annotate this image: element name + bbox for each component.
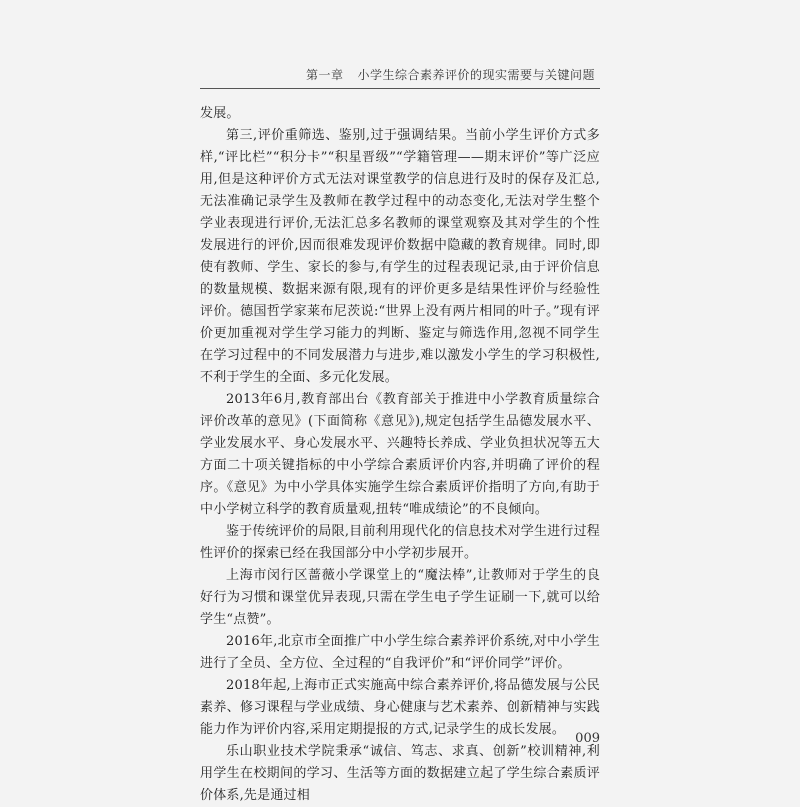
chapter-title: 小学生综合素养评价的现实需要与关键问题 [357,68,595,82]
paragraph: 发展。 [200,106,240,121]
header-rule [200,88,600,89]
paragraph: 2016年,北京市全面推广中小学生综合素养评价系统,对中小学生进行了全员、全方位、全过程的“自我评价”和“评价同学”评价。 [200,634,600,671]
page-number: 009 [575,731,600,746]
running-header [306,66,595,83]
paragraph: 乐山职业技术学院秉承“诚信、笃志、求真、创新”校训精神,利用学生在校期间的学习、生活等方面的数据建立起了学生综合素质评价体系,先是通过相 [200,744,600,803]
paragraph: 2013年6月,教育部出台《教育部关于推进中小学教育质量综合评价改革的意见》(下面简称《意见》),规定包括学生品德发展水平、学业发展水平、身心发展水平、兴趣特长养成、学业负担状况等五大方面二十项关键指标的中小学综合素质评价内容,并明确了评价的程序。《意见》为中小学具体实施学生综合素质评价指明了方向,有助于中小学树立科学的教育质量观,扭转“唯成绩论”的不良倾向。 [200,392,600,517]
paragraph: 鉴于传统评价的局限,目前利用现代化的信息技术对学生进行过程性评价的探索已经在我国部分中小学初步展开。 [200,524,600,561]
body-text [200,103,600,807]
chapter-label: 第一章 [305,68,344,82]
paragraph: 第三,评价重筛选、鉴别,过于强调结果。当前小学生评价方式多样,“评比栏”“积分卡”“积星晋级”“学籍管理——期末评价”等广泛应用,但是这种评价方式无法对课堂教学的信息进行及时的保存及汇总,无法准确记录学生及教师在教学过程中的动态变化,无法对学生整个学业表现进行评价,无法汇总多名教师的课堂观察及其对学生的个性发展进行的评价,因而很难发现评价数据中隐藏的教育规律。同时,即使有教师、学生、家长的参与,有学生的过程表现记录,由于评价信息的数量规模、数据来源有限,现有的评价更多是结果性评价与经验性评价。德国哲学家莱布尼茨说:“世界上没有两片相同的叶子。”现有评价更加重视对学生学习能力的判断、鉴定与筛选作用,忽视不同学生在学习过程中的不同发展潜力与进步,难以激发小学生的学习积极性,不利于学生的全面、多元化发展。 [200,128,600,385]
paragraph: 2018年起,上海市正式实施高中综合素养评价,将品德发展与公民素养、修习课程与学业成绩、身心健康与艺术素养、创新精神与实践能力作为评价内容,采用定期提报的方式,记录学生的成长发展。 [200,678,600,737]
paragraph: 上海市闵行区蔷薇小学课堂上的“魔法棒”,让教师对于学生的良好行为习惯和课堂优异表现,只需在学生电子学生证刷一下,就可以给学生“点赞”。 [200,568,600,627]
